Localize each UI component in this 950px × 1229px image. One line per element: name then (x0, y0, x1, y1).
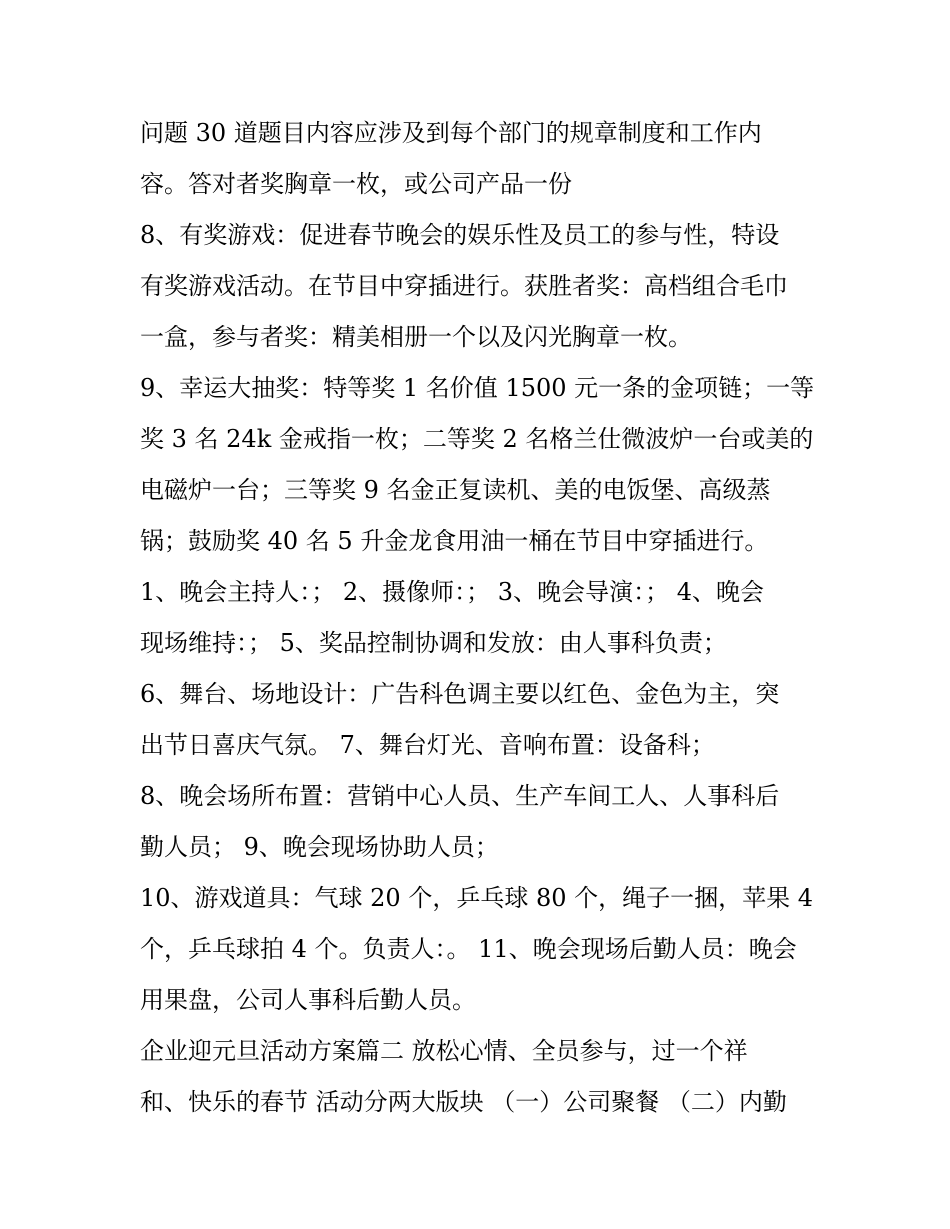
text-line: 用果盘，公司人事科后勤人员。 (140, 986, 476, 1014)
text-line: 10、游戏道具：气球 20 个，乒乓球 80 个，绳子一捆，苹果 4 (140, 884, 814, 912)
text-line: 问题 30 道题目内容应涉及到每个部门的规章制度和工作内 (140, 119, 762, 147)
text-line: 现场维持：； 5、奖品控制协调和发放：由人事科负责； (140, 629, 727, 657)
text-line: 1、晚会主持人：； 2、摄像师：； 3、晚会导演：； 4、晚会 (140, 578, 764, 606)
text-line: 8、有奖游戏：促进春节晚会的娱乐性及员工的参与性，特设 (140, 221, 780, 249)
text-line: 9、幸运大抽奖：特等奖 1 名价值 1500 元一条的金项链；一等 (140, 374, 815, 402)
text-line: 和、快乐的春节 活动分两大版块 （一）公司聚餐 （二）内勤 (140, 1088, 787, 1116)
text-line: 6、舞台、场地设计：广告科色调主要以红色、金色为主，突 (140, 680, 780, 708)
document-body (140, 108, 820, 1128)
text-line: 奖 3 名 24k 金戒指一枚；二等奖 2 名格兰仕微波炉一台或美的 (140, 425, 814, 453)
text-line: 企业迎元旦活动方案篇二 放松心情、全员参与，过一个祥 (140, 1037, 748, 1065)
text-line: 出节日喜庆气氛。 7、舞台灯光、音响布置：设备科； (140, 731, 715, 759)
text-line: 电磁炉一台；三等奖 9 名金正复读机、美的电饭堡、高级蒸 (140, 476, 771, 504)
text-line: 锅；鼓励奖 40 名 5 升金龙食用油一桶在节目中穿插进行。 (140, 527, 769, 555)
text-line: 个，乒乓球拍 4 个。负责人：。 11、晚会现场后勤人员：晚会 (140, 935, 797, 963)
text-line: 容。答对者奖胸章一枚，或公司产品一份 (140, 170, 572, 198)
text-line: 一盒，参与者奖：精美相册一个以及闪光胸章一枚。 (140, 323, 692, 351)
text-line: 8、晚会场所布置：营销中心人员、生产车间工人、人事科后 (140, 782, 780, 810)
text-line: 有奖游戏活动。在节目中穿插进行。获胜者奖：高档组合毛巾 (140, 272, 788, 300)
text-line: 勤人员； 9、晚会现场协助人员； (140, 833, 499, 861)
